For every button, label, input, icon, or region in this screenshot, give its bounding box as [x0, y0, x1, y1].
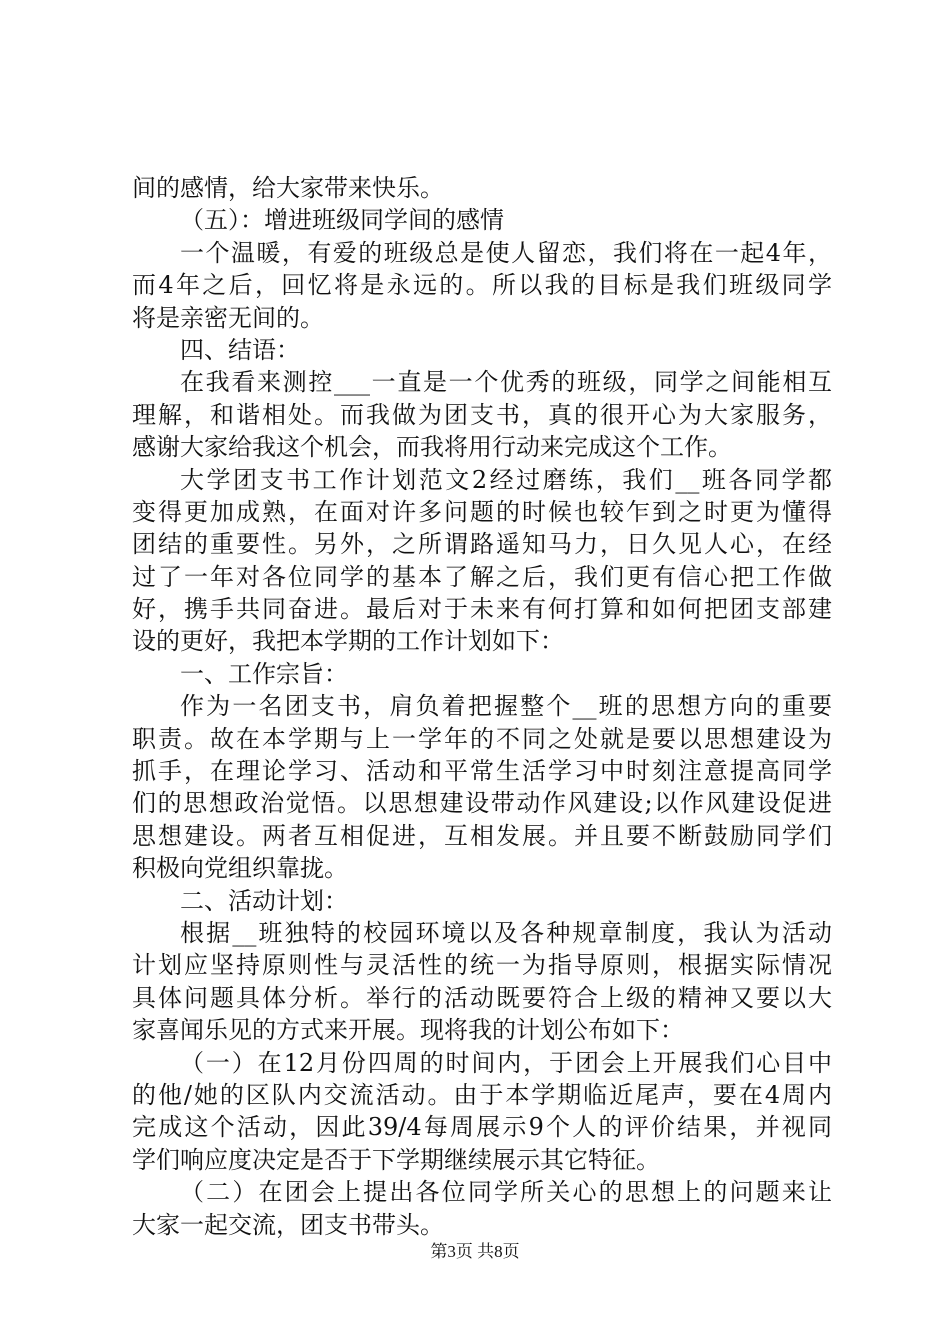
section-heading: 四、结语： — [180, 335, 300, 364]
text-line: 具体问题具体分析。举行的活动既要符合上级的精神又要以大 — [132, 983, 832, 1012]
text-line: 完成这个活动，因此39/4每周展示9个人的评价结果，并视同 — [132, 1113, 832, 1142]
text-line: 根据__班独特的校园环境以及各种规章制度，我认为活动 — [180, 918, 832, 947]
text-line: 而4年之后，回忆将是永远的。所以我的目标是我们班级同学 — [132, 271, 832, 300]
text-line: 大学团支书工作计划范文2经过磨练，我们__班各同学都 — [180, 465, 832, 494]
text-line: 们的思想政治觉悟。以思想建设带动作风建设;以作风建设促进 — [132, 789, 832, 818]
text-line: 抓手，在理论学习、活动和平常生活学习中时刻注意提高同学 — [132, 757, 832, 786]
text-line: 过了一年对各位同学的基本了解之后，我们更有信心把工作做 — [132, 562, 832, 591]
document-body — [132, 172, 832, 1241]
text-line: 间的感情，给大家带来快乐。 — [132, 174, 444, 202]
section-heading: （五）：增进班级同学间的感情 — [180, 206, 504, 235]
text-line: 设的更好，我把本学期的工作计划如下： — [132, 627, 564, 656]
text-line: 变得更加成熟，在面对许多问题的时候也较乍到之时更为懂得 — [132, 497, 832, 526]
text-line: （一）在12月份四周的时间内，于团会上开展我们心目中 — [180, 1048, 832, 1077]
section-heading: 一、工作宗旨： — [180, 659, 348, 688]
text-line: 将是亲密无间的。 — [132, 303, 324, 332]
text-line: 学们响应度决定是否于下学期继续展示其它特征。 — [132, 1145, 660, 1174]
text-line: 在我看来测控___一直是一个优秀的班级，同学之间能相互 — [180, 368, 832, 397]
text-line: 作为一名团支书，肩负着把握整个__班的思想方向的重要 — [180, 692, 832, 721]
text-line: 家喜闻乐见的方式来开展。现将我的计划公布如下： — [132, 1016, 684, 1045]
text-line: 职责。故在本学期与上一学年的不同之处就是要以思想建设为 — [132, 724, 832, 753]
text-line: 团结的重要性。另外，之所谓路遥知马力，日久见人心，在经 — [132, 530, 832, 559]
text-line: 的他/她的区队内交流活动。由于本学期临近尾声，要在4周内 — [132, 1080, 832, 1109]
page-number-footer: 第3页 共8页 — [430, 1242, 520, 1261]
text-line: （二）在团会上提出各位同学所关心的思想上的问题来让 — [180, 1178, 832, 1207]
text-line: 积极向党组织靠拢。 — [132, 854, 348, 883]
text-line: 思想建设。两者互相促进，互相发展。并且要不断鼓励同学们 — [132, 821, 832, 850]
section-heading: 二、活动计划： — [180, 886, 348, 915]
text-line: 好，携手共同奋进。最后对于未来有何打算和如何把团支部建 — [132, 595, 832, 624]
text-line: 一个温暖，有爱的班级总是使人留恋，我们将在一起4年， — [180, 238, 832, 267]
text-line: 计划应坚持原则性与灵活性的统一为指导原则，根据实际情况 — [132, 951, 832, 980]
text-line: 感谢大家给我这个机会，而我将用行动来完成这个工作。 — [132, 433, 732, 462]
text-line: 理解，和谐相处。而我做为团支书，真的很开心为大家服务， — [132, 400, 832, 429]
text-line: 大家一起交流，团支书带头。 — [132, 1210, 444, 1239]
